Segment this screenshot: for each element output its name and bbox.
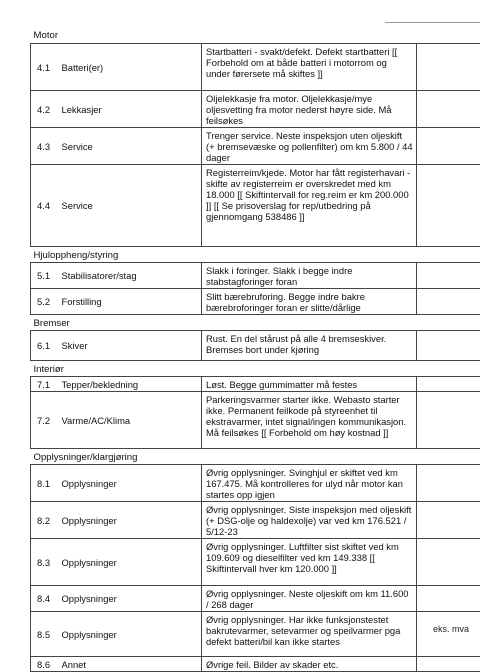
item-name: Lekkasjer	[58, 91, 202, 128]
table-row	[31, 502, 480, 539]
table-row	[31, 377, 480, 392]
item-number: 8.2	[31, 502, 58, 539]
section-title: Opplysninger/klargjøring	[31, 449, 417, 465]
item-description: Rust. En del stårust på alle 4 bremseskiver. Bremses bort under kjøring	[202, 331, 417, 361]
item-number: 4.2	[31, 91, 58, 128]
item-description: Øvrig opplysninger. Siste inspeksjon med oljeskift (+ DSG-olje og haldexolje) var ved km 176.521 / 5/12-23	[202, 502, 417, 539]
table-row	[31, 392, 480, 449]
item-number: 8.3	[31, 539, 58, 586]
section-spacer	[417, 449, 480, 465]
item-extra-cell	[417, 392, 480, 449]
table-row	[31, 657, 480, 672]
section-spacer	[417, 315, 480, 331]
item-extra-cell	[417, 657, 480, 672]
table-row	[31, 289, 480, 315]
table-row	[31, 165, 480, 247]
header-rule	[385, 22, 480, 23]
item-name: Opplysninger	[58, 465, 202, 502]
table-row	[31, 586, 480, 612]
item-description: Trenger service. Neste inspeksjon uten oljeskift (+ bremsevæske og pollenfilter) om km 5.800 / 44 dager	[202, 128, 417, 165]
item-name: Opplysninger	[58, 539, 202, 586]
item-extra-cell	[417, 377, 480, 392]
item-extra-cell	[417, 128, 480, 165]
item-number: 4.3	[31, 128, 58, 165]
item-number: 8.1	[31, 465, 58, 502]
item-number: 8.4	[31, 586, 58, 612]
section-header-row	[31, 361, 480, 377]
item-name: Forstilling	[58, 289, 202, 315]
item-name: Skiver	[58, 331, 202, 361]
item-name: Tepper/bekledning	[58, 377, 202, 392]
item-name: Opplysninger	[58, 612, 202, 657]
table-row	[31, 128, 480, 165]
item-description: Øvrige feil. Bilder av skader etc.	[202, 657, 417, 672]
item-description: Slitt bærebruforing. Begge indre bakre bærebroforinger foran er slitte/dårlige	[202, 289, 417, 315]
item-name: Batteri(er)	[58, 44, 202, 91]
item-description: Startbatteri - svakt/defekt. Defekt startbatteri [[ Forbehold om at både batteri i motorrom og under førersete må skiftes ]]	[202, 44, 417, 91]
item-description: Registerreim/kjede. Motor har fått registerhavari - skifte av registerreim er overskredet med km 18.000 [[ Skiftintervall for reg.reim er km 200.000 ]] [[ Se prisoverslag for rep/utbedring på gjennomgang 538486 ]]	[202, 165, 417, 247]
section-header-row	[31, 25, 480, 44]
item-number: 6.1	[31, 331, 58, 361]
section-header-row	[31, 315, 480, 331]
section-title: Bremser	[31, 315, 417, 331]
item-name: Opplysninger	[58, 586, 202, 612]
item-description: Oljelekkasje fra motor. Oljelekkasje/mye oljesvetting fra motor nederst høyre side. Må feilsøkes	[202, 91, 417, 128]
item-extra-cell	[417, 465, 480, 502]
section-header-row	[31, 247, 480, 263]
table-row	[31, 465, 480, 502]
table-row	[31, 44, 480, 91]
item-description: Øvrig opplysninger. Svinghjul er skiftet ved km 167.475. Må kontrolleres for ulyd når motor kan startes opp igjen	[202, 465, 417, 502]
table-row	[31, 331, 480, 361]
item-extra-cell	[417, 165, 480, 247]
section-spacer	[417, 247, 480, 263]
item-number: 8.5	[31, 612, 58, 657]
section-title: Interiør	[31, 361, 417, 377]
item-description: Parkeringsvarmer starter ikke. Webasto starter ikke. Permanent feilkode på styreenhet til ekstravarmer, intet signal/ingen kommunikasjon. Må feilsøkes [[ Forbehold om høy kostnad ]]	[202, 392, 417, 449]
item-number: 4.1	[31, 44, 58, 91]
item-number: 7.1	[31, 377, 58, 392]
inspection-table-container	[30, 25, 480, 672]
item-description: Løst. Begge gummimatter må festes	[202, 377, 417, 392]
item-extra-cell	[417, 289, 480, 315]
item-extra-cell	[417, 539, 480, 586]
section-spacer	[417, 361, 480, 377]
item-number: 5.2	[31, 289, 58, 315]
inspection-table	[30, 25, 480, 672]
table-row	[31, 539, 480, 586]
footer-note: eks. mva	[433, 624, 469, 634]
section-title: Motor	[31, 25, 417, 44]
item-name: Annet	[58, 657, 202, 672]
item-description: Øvrig opplysninger. Har ikke funksjonstestet bakrutevarmer, setevarmer og speilvarmer pga defekt batteri/bil kan ikke startes	[202, 612, 417, 657]
item-extra-cell	[417, 263, 480, 289]
item-name: Varme/AC/Klima	[58, 392, 202, 449]
item-description: Slakk i foringer. Slakk i begge indre stabstagforinger foran	[202, 263, 417, 289]
table-row	[31, 612, 480, 657]
item-name: Service	[58, 128, 202, 165]
section-header-row	[31, 449, 480, 465]
item-name: Stabilisatorer/stag	[58, 263, 202, 289]
item-description: Øvrig opplysninger. Neste oljeskift om km 11.600 / 268 dager	[202, 586, 417, 612]
item-number: 5.1	[31, 263, 58, 289]
section-title: Hjuloppheng/styring	[31, 247, 417, 263]
item-number: 8.6	[31, 657, 58, 672]
item-name: Service	[58, 165, 202, 247]
item-name: Opplysninger	[58, 502, 202, 539]
item-extra-cell	[417, 44, 480, 91]
table-row	[31, 91, 480, 128]
item-extra-cell	[417, 331, 480, 361]
item-extra-cell	[417, 91, 480, 128]
item-number: 7.2	[31, 392, 58, 449]
item-extra-cell	[417, 586, 480, 612]
item-extra-cell	[417, 502, 480, 539]
item-description: Øvrig opplysninger. Luftfilter sist skiftet ved km 109.609 og dieselfilter ved km 149.338 [[ Skiftintervall hver km 120.000 ]]	[202, 539, 417, 586]
section-spacer	[417, 25, 480, 44]
table-row	[31, 263, 480, 289]
item-number: 4.4	[31, 165, 58, 247]
item-extra-cell	[417, 612, 480, 657]
